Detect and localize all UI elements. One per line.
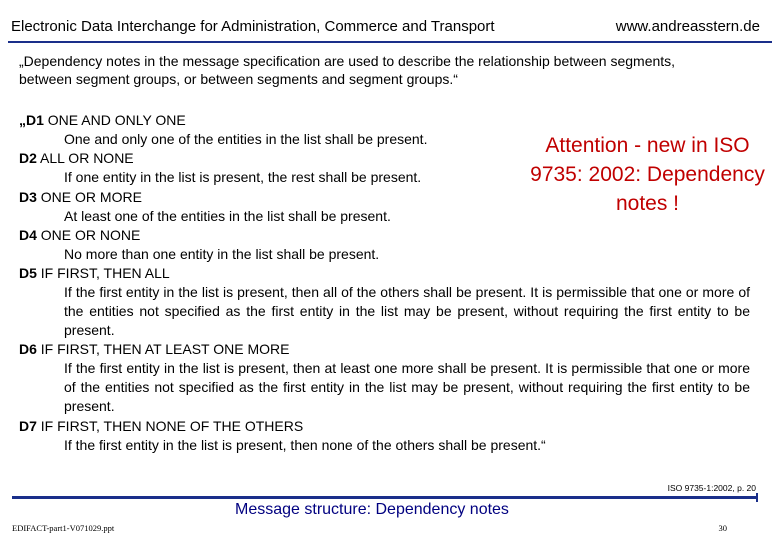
source-citation: ISO 9735-1:2002, p. 20 [667,483,756,493]
note-name: ONE OR MORE [36,189,142,205]
note-code: D6 [19,341,37,357]
slide-title: Message structure: Dependency notes [235,501,509,518]
note-name: ONE OR NONE [36,227,141,243]
note-name: IF FIRST, THEN NONE OF THE OTHERS [36,418,304,434]
dependency-note-d4 [19,227,140,243]
dependency-note-d2 [19,150,134,166]
dependency-note-d5 [19,265,170,281]
note-name: IF FIRST, THEN AT LEAST ONE MORE [36,341,290,357]
note-description: One and only one of the entities in the list shall be present. [64,131,428,147]
dependency-note-d3 [19,189,142,205]
note-code: D3 [19,189,37,205]
note-description: If the first entity in the list is present, then none of the others shall be present.“ [64,437,546,453]
header-website: www.andreasstern.de [615,18,760,35]
note-name: IF FIRST, THEN ALL [36,265,170,281]
footer-divider [12,496,758,499]
note-code: D5 [19,265,37,281]
note-description: If the first entity in the list is present, then all of the others shall be present. It is permissible that one or more of the entities not specified as the first entity in the list may be present, without requiring the first entity to be present. [64,284,750,338]
note-name: ONE AND ONLY ONE [43,112,186,128]
note-name: ALL OR NONE [36,150,134,166]
dependency-note-d6 [19,341,289,357]
intro-paragraph: „Dependency notes in the message specification are used to describe the relationship between segments, between segment groups, or between segments and segment groups.“ [19,53,676,87]
dependency-note-d1 [19,112,186,128]
note-description: At least one of the entities in the list shall be present. [64,208,391,224]
note-description: If the first entity in the list is present, then at least one more shall be present. It is permissible that one or more of the entities not specified as the first entity in the list may be present, without requiring the first entity to be present. [64,360,750,414]
header-title: Electronic Data Interchange for Administration, Commerce and Transport [11,18,495,35]
attention-callout: Attention - new in ISO 9735: 2002: Dependency notes ! [530,134,765,215]
page-number: 30 [718,523,727,533]
note-description: If one entity in the list is present, the rest shall be present. [64,169,422,185]
header-divider [8,41,772,43]
note-code: D2 [19,150,37,166]
dependency-note-d7 [19,418,303,434]
note-code: „D1 [19,112,44,128]
footer-filename: EDIFACT-part1-V071029.ppt [12,523,115,533]
note-description: No more than one entity in the list shall be present. [64,246,380,262]
note-code: D7 [19,418,37,434]
note-code: D4 [19,227,37,243]
